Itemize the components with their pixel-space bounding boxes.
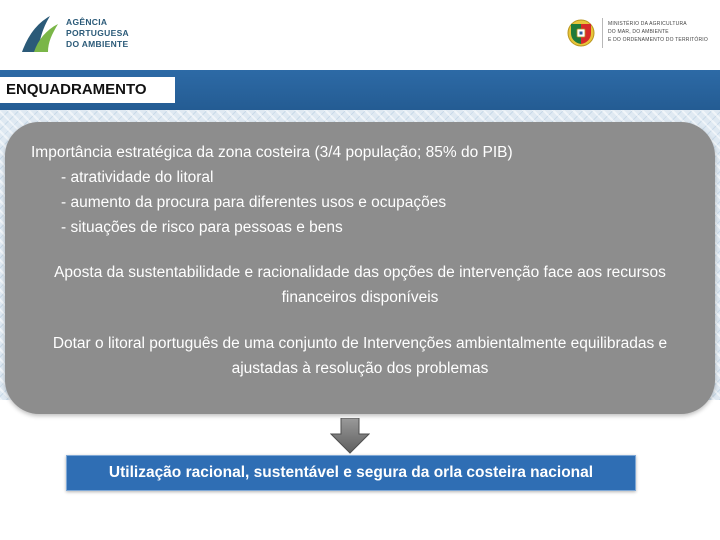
apa-leaf-icon	[18, 14, 62, 54]
logo-divider	[602, 18, 603, 48]
agency-name: AGÊNCIA PORTUGUESA DO AMBIENTE	[66, 17, 129, 49]
context-box	[5, 122, 715, 414]
section-title: ENQUADRAMENTO	[0, 77, 175, 103]
interventions-statement: Dotar o litoral português de uma conjunto de Intervenções ambientalmente equilibradas e ajustadas à resolução dos problemas	[52, 335, 668, 377]
bullet-item: - atratividade do litoral	[61, 169, 214, 186]
arrow-down-icon	[330, 418, 370, 454]
intro-statement: Importância estratégica da zona costeira (3/4 população; 85% do PIB)	[31, 144, 513, 161]
strategic-importance-block	[31, 140, 701, 240]
sustainability-statement: Aposta da sustentabilidade e racionalidade das opções de intervenção face aos recursos financeiros disponíveis	[54, 264, 666, 306]
ministry-logo	[566, 14, 716, 54]
title-bar	[0, 70, 720, 110]
bullet-item: - situações de risco para pessoas e bens	[61, 219, 343, 236]
bullet-item: - aumento da procura para diferentes usos e ocupações	[61, 194, 447, 211]
page-header	[0, 0, 720, 68]
conclusion-box: Utilização racional, sustentável e segura da orla costeira nacional	[66, 455, 636, 491]
agency-logo	[18, 14, 168, 56]
ministry-name: MINISTÉRIO DA AGRICULTURA DO MAR, DO AMBIENTE E DO ORDENAMENTO DO TERRITÓRIO	[608, 21, 708, 43]
portugal-coat-of-arms-icon	[566, 18, 596, 48]
